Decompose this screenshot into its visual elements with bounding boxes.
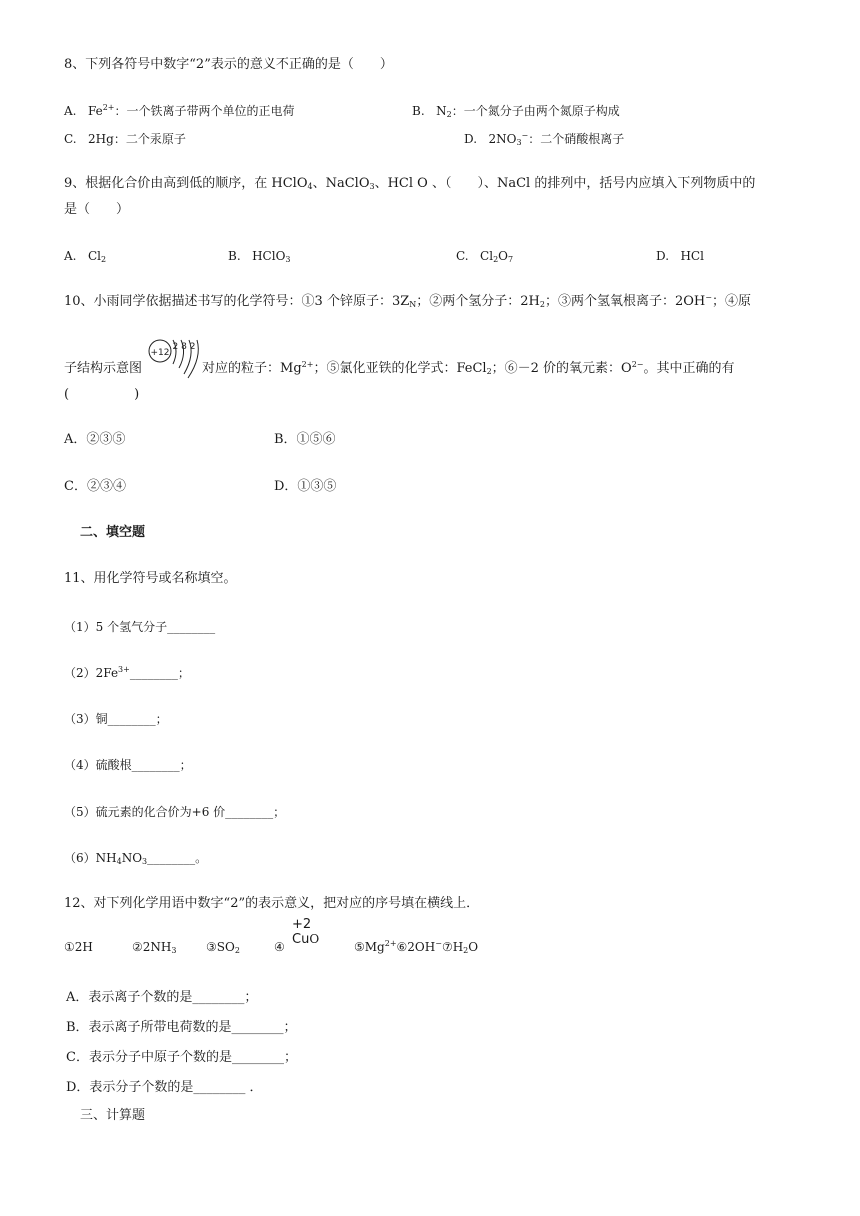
section-heading-fill-in: 二、填空题 <box>80 525 146 540</box>
q12-valence-label: +2 <box>292 917 312 932</box>
q9-stem-line2: 是（ ） <box>64 202 130 217</box>
q12-symbol-1: ①2H <box>64 940 93 954</box>
q12-symbol-4-cuo: +2 CuO <box>292 917 320 947</box>
q11-item-5: （5）硫元素的化合价为+6 价________； <box>64 805 286 819</box>
q9-stem-line1: 9、根据化合价由高到低的顺序，在 HClO$_4$、NaClO$_3$、HCl O 、（ ）、NaCl 的排列中，括号内应填入下列物质中的 <box>64 176 756 191</box>
q12-symbol-3: $③SO_2$ <box>206 940 240 955</box>
atom-nucleus-label: +12 <box>150 348 170 358</box>
q9-option-b: B. HClO$_3$ <box>228 249 291 264</box>
q12-symbol-2: $②2NH_3$ <box>132 940 177 955</box>
q8-option-b: B. $N_2$：一个氮分子由两个氮原子构成 <box>412 104 620 119</box>
q11-item-3: （3）铜________； <box>64 712 168 726</box>
q8-option-a: A. $Fe^{2+}$：一个铁离子带两个单位的正电荷 <box>64 103 295 118</box>
q11-item-2: $(2)2Fe^{3+}\_\_\_\_\_\_\_\_$； <box>64 665 190 680</box>
q10-stem-line3: ( ) <box>64 387 140 402</box>
q12-blank-d: D．表示分子个数的是________ ． <box>66 1080 263 1095</box>
q10-option-b: B．①⑤⑥ <box>274 432 336 447</box>
q12-symbol-4-prefix: ④ <box>274 940 285 954</box>
q8-stem: 8、下列各符号中数字“2”表示的意义不正确的是（ ） <box>64 57 393 72</box>
q9-option-a: A. $Cl_2$ <box>64 249 107 264</box>
q12-symbol-5-7: $⑤Mg^{2+}⑥2OH^-⑦H_2O$ <box>354 939 479 955</box>
q9-option-c: C. $Cl_2O_7$ <box>456 249 514 264</box>
q12-stem: 12、对下列化学用语中数字“2”的表示意义，把对应的序号填在横线上． <box>64 896 480 911</box>
q10-option-a: A．②③⑤ <box>64 432 126 447</box>
q10-option-d: D．①③⑤ <box>274 479 337 494</box>
q8-option-c: C. 2Hg：二个汞原子 <box>64 132 186 146</box>
q11-item-1: （1）5 个氢气分子________ <box>64 620 216 634</box>
section-heading-calculation: 三、计算题 <box>80 1108 146 1123</box>
q11-stem: 11、用化学符号或名称填空。 <box>64 571 237 586</box>
q10-stem-line1: 10、小雨同学依据描述书写的化学符号：①3 个锌原子：$3Z_N$；②两个氢分子：$2H_2$；③两个氢氧根离子：2OH−；④原 <box>64 293 751 309</box>
atom-shells-label: 2 8 2 <box>172 342 196 352</box>
q12-blank-c: C．表示分子中原子个数的是________； <box>66 1050 297 1065</box>
q12-blank-b: B．表示离子所带电荷数的是________； <box>66 1020 297 1035</box>
q8-option-d: D. $2NO_3^-$：二个硝酸根离子 <box>464 131 625 147</box>
q12-blank-a: A．表示离子个数的是________； <box>66 990 258 1005</box>
q10-stem-line2: 子结构示意图 对应的粒子：$Mg^{2+}$；⑤氯化亚铁的化学式：FeCl$_2$；⑥－2 价的氧元素：$O^{2-}$。其中正确的有 <box>64 360 735 376</box>
q11-item-6: $(6)NH_4NO_3\_\_\_\_\_\_\_\_$。 <box>64 851 208 866</box>
q11-item-4: （4）硫酸根________； <box>64 758 192 772</box>
q10-option-c: C．②③④ <box>64 479 126 494</box>
q9-option-d: D. HCl <box>656 249 704 263</box>
